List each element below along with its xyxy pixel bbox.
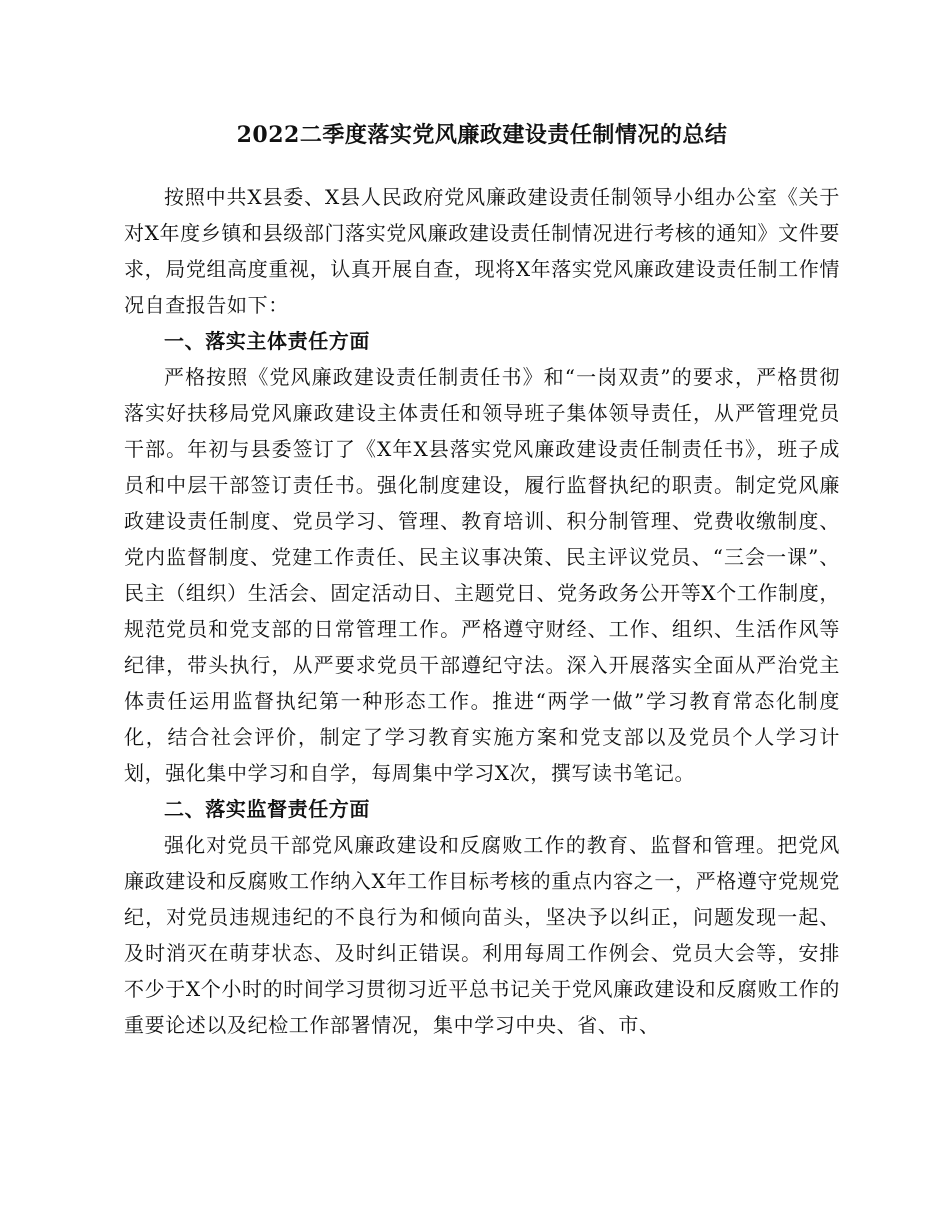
document-title: 2022二季度落实党风廉政建设责任制情况的总结 xyxy=(236,122,728,148)
section-body-2: 强化对党员干部党风廉政建设和反腐败工作的教育、监督和管理。把党风廉政建设和反腐败工作纳入X年工作目标考核的重点内容之一，严格遵守党规党纪，对党员违规违纪的不良行为和倾向苗头，坚决予以纠正，问题发现一起、及时消灭在萌芽状态、及时纠正错误。利用每周工作例会、党员大会等，安排不少于X个小时的时间学习贯彻习近平总书记关于党风廉政建设和反腐败工作的重要论述以及纪检工作部署情况，集中学习中央、省、市、 xyxy=(124,833,840,1037)
intro-paragraph: 按照中共X县委、X县人民政府党风廉政建设责任制领导小组办公室《关于对X年度乡镇和县级部门落实党风廉政建设责任制情况进行考核的通知》文件要求，局党组高度重视，认真开展自查，现将X年落实党风廉政建设责任制工作情况自查报告如下： xyxy=(124,185,840,317)
section-heading-2: 二、落实监督责任方面 xyxy=(164,797,370,821)
section-body-1: 严格按照《党风廉政建设责任制责任书》和“一岗双责”的要求，严格贯彻落实好扶移局党风廉政建设主体责任和领导班子集体领导责任，从严管理党员干部。年初与县委签订了《X年X县落实党风廉政建设责任制责任书》，班子成员和中层干部签订责任书。强化制度建设，履行监督执纪的职责。制定党风廉政建设责任制度、党员学习、管理、教育培训、积分制管理、党费收缴制度、党内监督制度、党建工作责任、民主议事决策、民主评议党员、“三会一课”、民主（组织）生活会、固定活动日、主题党日、党务政务公开等X个工作制度，规范党员和党支部的日常管理工作。严格遵守财经、工作、组织、生活作风等纪律，带头执行，从严要求党员干部遵纪守法。深入开展落实全面从严治党主体责任运用监督执纪第一种形态工作。推进“两学一做”学习教育常态化制度化，结合社会评价，制定了学习教育实施方案和党支部以及党员个人学习计划，强化集中学习和自学，每周集中学习X次，撰写读书笔记。 xyxy=(124,365,840,785)
section-heading-1: 一、落实主体责任方面 xyxy=(164,329,370,353)
